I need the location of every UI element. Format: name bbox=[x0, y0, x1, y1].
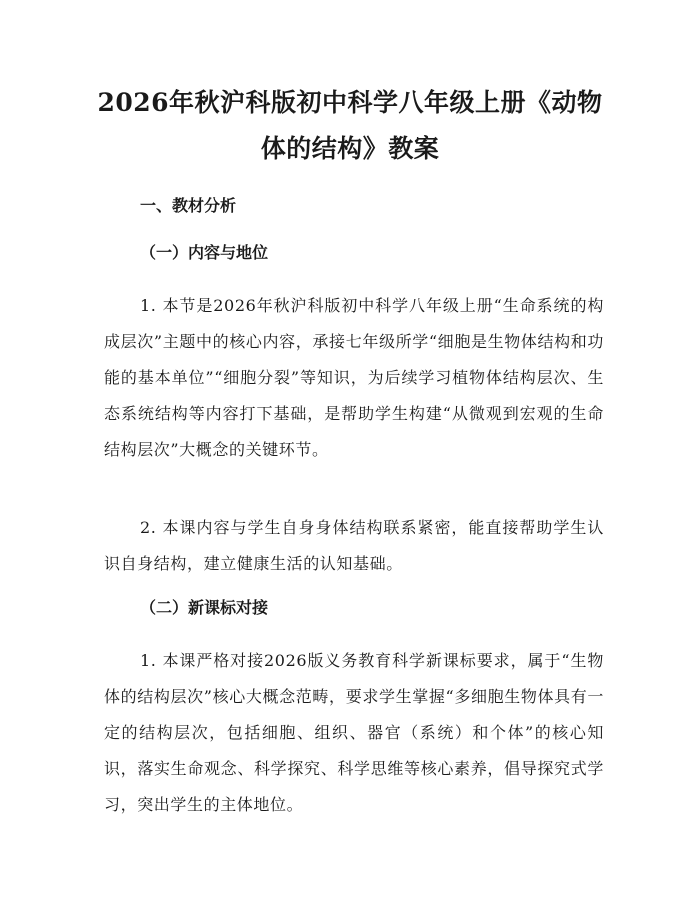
paragraph-content-position-2: 2. 本课内容与学生自身身体结构联系紧密，能直接帮助学生认识自身结构，建立健康生活的认知基础。 bbox=[104, 518, 604, 573]
paragraph-new-curriculum-1: 1. 本课严格对接2026版义务教育科学新课标要求，属于“生物体的结构层次”核心大概念范畴，要求学生掌握“多细胞生物体具有一定的结构层次，包括细胞、组织、器官（系统）和个体”的核心知识，落实生命观念、科学探究、科学思维等核心素养，倡导探究式学习，突出学生的主体地位。 bbox=[104, 651, 604, 814]
subsection-heading-new-curriculum: （二）新课标对接 bbox=[140, 598, 269, 617]
section-heading-textbook-analysis: 一、教材分析 bbox=[140, 196, 237, 215]
document-title: 2026年秋沪科版初中科学八年级上册《动物体的结构》教案 bbox=[97, 88, 603, 163]
paragraph-content-position-1: 1. 本节是2026年秋沪科版初中科学八年级上册“生命系统的构成层次”主题中的核心内容，承接七年级所学“细胞是生物体结构和功能的基本单位”“细胞分裂”等知识，为后续学习植物体结构层次、生态系统结构等内容打下基础，是帮助学生构建“从微观到宏观的生命结构层次”大概念的关键环节。 bbox=[104, 296, 604, 459]
subsection-heading-content-and-position: （一）内容与地位 bbox=[140, 243, 269, 262]
